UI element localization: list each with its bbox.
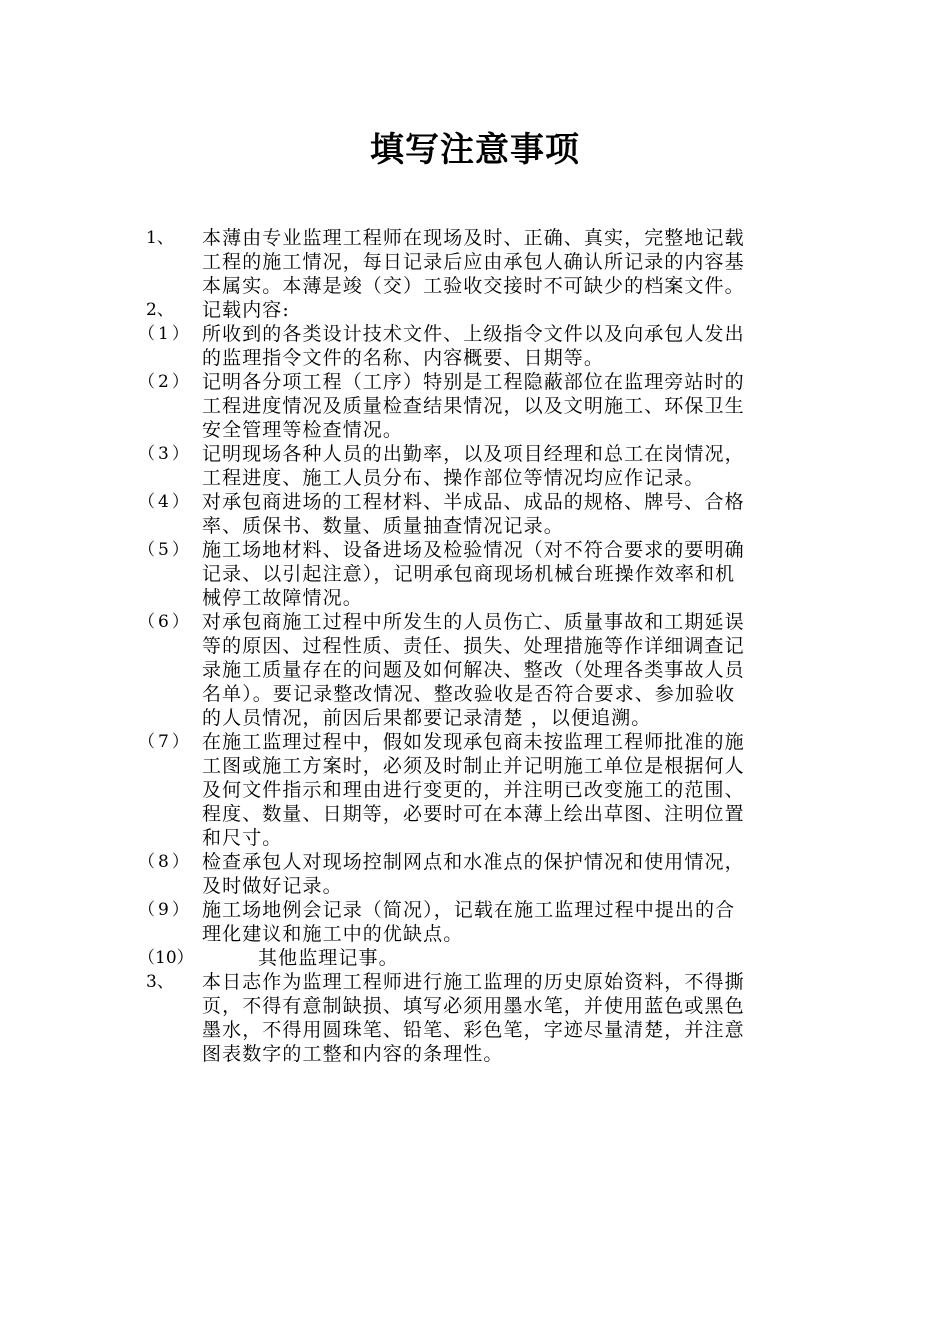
list-item	[138, 730, 818, 850]
list-item	[138, 946, 818, 970]
list-item	[138, 898, 818, 946]
item-text	[202, 970, 818, 1066]
item-text	[202, 538, 818, 610]
item-text	[258, 946, 818, 970]
list-item	[138, 850, 818, 898]
text-line: 记明现场各种人员的出勤率，以及项目经理和总工在岗情况，	[202, 443, 745, 465]
item-marker: （4）	[138, 492, 192, 512]
text-line: 施工场地材料、设备进场及检验情况（对不符合要求的要明确	[202, 539, 745, 561]
item-text	[202, 298, 818, 322]
text-line: 在施工监理过程中，假如发现承包商未按监理工程师批准的施	[202, 731, 745, 753]
text-line: 对承包商施工过程中所发生的人员伤亡、质量事故和工期延误	[202, 611, 745, 633]
item-text	[202, 730, 818, 850]
item-text	[202, 898, 818, 946]
item-marker: 3、	[146, 972, 174, 992]
text-line: 记明各分项工程（工序）特别是工程隐蔽部位在监理旁站时的	[202, 371, 745, 393]
item-marker: （9）	[138, 900, 192, 920]
list-item	[138, 298, 818, 322]
item-marker: （1）	[138, 324, 192, 344]
item-marker: （7）	[138, 732, 192, 752]
item-marker: （3）	[138, 444, 192, 464]
text-line: 工图或施工方案时，必须及时制止并记明施工单位是根据何人	[202, 755, 745, 777]
item-text	[202, 610, 818, 730]
text-line: 及时做好记录。	[202, 875, 343, 897]
text-line: 本薄由专业监理工程师在现场及时、正确、真实，完整地记载	[202, 227, 745, 249]
list-item	[138, 970, 818, 1066]
text-line: 工程的施工情况，每日记录后应由承包人确认所记录的内容基	[202, 251, 745, 273]
text-line: 录施工质量存在的问题及如何解决、整改（处理各类事故人员	[202, 659, 745, 681]
item-marker: 2、	[146, 300, 174, 320]
list-item	[138, 322, 818, 370]
text-line: 程度、数量、日期等，必要时可在本薄上绘出草图、注明位置	[202, 803, 745, 825]
item-marker: （6）	[138, 612, 192, 632]
text-line: 图表数字的工整和内容的条理性。	[202, 1043, 504, 1065]
text-line: 安全管理等检查情况。	[202, 419, 404, 441]
list-item	[138, 538, 818, 610]
text-line: 等的原因、过程性质、责任、损失、处理措施等作详细调查记	[202, 635, 745, 657]
text-line: 和尺寸。	[202, 827, 283, 849]
text-line: 所收到的各类设计技术文件、上级指令文件以及向承包人发出	[202, 323, 745, 345]
text-line: 本属实。本薄是竣（交）工验收交接时不可缺少的档案文件。	[202, 275, 745, 297]
page-title: 填写注意事项	[370, 130, 580, 170]
item-marker: 1、	[146, 228, 174, 248]
text-line: 工程进度、施工人员分布、操作部位等情况均应作记录。	[202, 467, 705, 489]
item-marker: （2）	[138, 372, 192, 392]
list-item	[138, 490, 818, 538]
list-item	[138, 226, 818, 298]
text-line: 率、质保书、数量、质量抽查情况记录。	[202, 515, 564, 537]
item-marker: （8）	[138, 852, 192, 872]
text-line: 检查承包人对现场控制网点和水准点的保护情况和使用情况，	[202, 851, 745, 873]
item-text	[202, 490, 818, 538]
text-line: 记录、以引起注意），记明承包商现场机械台班操作效率和机	[202, 563, 736, 585]
text-line: 的监理指令文件的名称、内容概要、日期等。	[202, 347, 605, 369]
text-line: 页，不得有意制缺损、填写必须用墨水笔，并使用蓝色或黑色	[202, 995, 745, 1017]
text-line: 及何文件指示和理由进行变更的，并注明已改变施工的范围、	[202, 779, 745, 801]
list-item	[138, 370, 818, 442]
text-line: 工程进度情况及质量检查结果情况，以及文明施工、环保卫生	[202, 395, 745, 417]
item-text	[202, 442, 818, 490]
text-line: 其他监理记事。	[258, 947, 399, 969]
list-item	[138, 442, 818, 490]
text-line: 理化建议和施工中的优缺点。	[202, 923, 464, 945]
notes-list	[138, 226, 818, 1066]
item-marker: （5）	[138, 540, 192, 560]
item-text	[202, 226, 818, 298]
text-line: 施工场地例会记录（简况），记载在施工监理过程中提出的合	[202, 899, 736, 921]
text-line: 械停工故障情况。	[202, 587, 363, 609]
text-line: 对承包商进场的工程材料、半成品、成品的规格、牌号、合格	[202, 491, 745, 513]
item-text	[202, 370, 818, 442]
item-text	[202, 322, 818, 370]
text-line: 的人员情况，前因后果都要记录清楚 ，以便追溯。	[202, 707, 652, 729]
list-item	[138, 610, 818, 730]
item-marker: （10）	[138, 948, 194, 968]
text-line: 本日志作为监理工程师进行施工监理的历史原始资料，不得撕	[202, 971, 745, 993]
item-text	[202, 850, 818, 898]
text-line: 名单）。要记录整改情况、整改验收是否符合要求、参加验收	[202, 683, 736, 705]
text-line: 记载内容:	[202, 299, 290, 321]
text-line: 墨水，不得用圆珠笔、铅笔、彩色笔，字迹尽量清楚，并注意	[202, 1019, 745, 1041]
